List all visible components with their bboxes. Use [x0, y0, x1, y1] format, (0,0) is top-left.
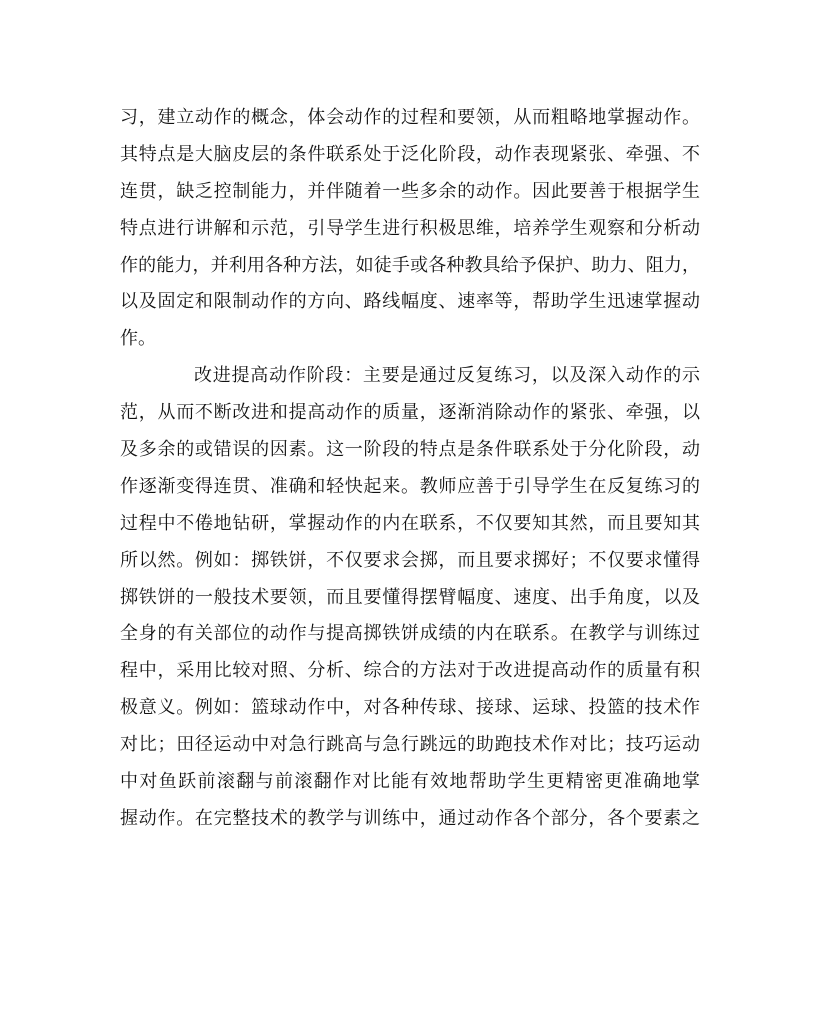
text-line: 作逐渐变得连贯、准确和轻快起来。教师应善于引导学生在反复练习的 [120, 475, 700, 497]
text-line: 作的能力，并利用各种方法，如徒手或各种教具给予保护、助力、阻力， [120, 254, 700, 276]
text-line: 特点进行讲解和示范，引导学生进行积极思维，培养学生观察和分析动 [120, 217, 700, 239]
text-line: 程中，采用比较对照、分析、综合的方法对于改进提高动作的质量有积 [120, 660, 700, 682]
text-line: 极意义。例如：篮球动作中，对各种传球、接球、运球、投篮的技术作 [120, 697, 700, 719]
text-line: 连贯，缺乏控制能力，并伴随着一些多余的动作。因此要善于根据学生 [120, 180, 700, 202]
text-line: 以及固定和限制动作的方向、路线幅度、速率等，帮助学生迅速掌握动 [120, 291, 700, 313]
text-line: 所以然。例如：掷铁饼，不仅要求会掷，而且要求掷好；不仅要求懂得 [120, 549, 700, 571]
text-line: 其特点是大脑皮层的条件联系处于泛化阶段，动作表现紧张、牵强、不 [120, 143, 700, 165]
text-line: 习，建立动作的概念，体会动作的过程和要领，从而粗略地掌握动作。 [120, 107, 700, 128]
text-line: 中对鱼跃前滚翻与前滚翻作对比能有效地帮助学生更精密更准确地掌 [120, 771, 700, 793]
text-line: 握动作。在完整技术的教学与训练中，通过动作各个部分，各个要素之 [120, 807, 700, 829]
text-line: 全身的有关部位的动作与提高掷铁饼成绩的内在联系。在教学与训练过 [120, 623, 700, 645]
text-line: 范，从而不断改进和提高动作的质量，逐渐消除动作的紧张、牵强，以 [120, 402, 700, 424]
text-line: 过程中不倦地钻研，掌握动作的内在联系，不仅要知其然，而且要知其 [120, 512, 700, 534]
text-line: 及多余的或错误的因素。这一阶段的特点是条件联系处于分化阶段，动 [120, 439, 700, 461]
document-body [120, 100, 700, 838]
paragraph-heading-line: 改进提高动作阶段：主要是通过反复练习，以及深入动作的示 [194, 365, 700, 387]
text-line: 对比；田径运动中对急行跳高与急行跳远的助跑技术作对比；技巧运动 [120, 734, 700, 756]
text-line: 掷铁饼的一般技术要领，而且要懂得摆臂幅度、速度、出手角度，以及 [120, 586, 700, 608]
text-line: 作。 [120, 328, 156, 350]
